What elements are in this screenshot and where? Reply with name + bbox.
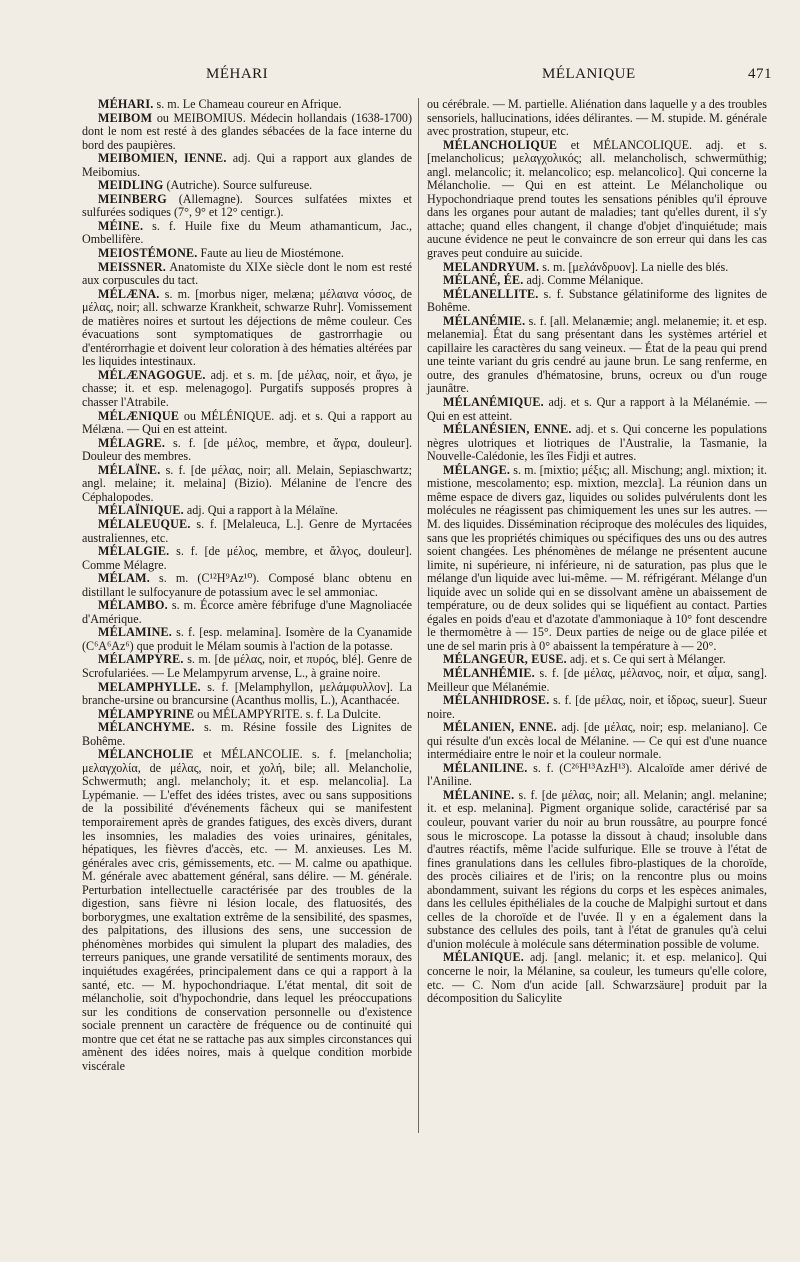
entry-headword: MÉLAÏNIQUE. xyxy=(98,503,184,518)
column-divider xyxy=(418,98,419,1133)
dictionary-entry xyxy=(82,653,412,680)
entry-text: ou MEIBOMIUS. Médecin hollandais (1638-1700) dont le nom est resté à des glandes sébacées de la face interne du bord des paupières. xyxy=(82,110,412,152)
entry-text: s. f. [Melaleuca, L.]. Genre de Myrtacées australiennes, etc. xyxy=(82,516,412,545)
dictionary-entry xyxy=(82,247,412,261)
entry-headword: MÉLALGIE. xyxy=(98,544,170,559)
dictionary-entry xyxy=(427,274,767,288)
entry-text: s. m. Le Chameau coureur en Afrique. xyxy=(153,97,342,111)
entry-text: s. m. (C¹²H⁹Az¹⁰). Composé blanc obtenu en distillant le sulfocyanure de potassium avec le sel ammoniac. xyxy=(82,571,412,599)
dictionary-entry xyxy=(427,98,767,139)
entry-text: adj. et s. Ce qui sert à Mélanger. xyxy=(566,652,726,667)
entry-text: ou MÉLÉNIQUE. adj. et s. Qui a rapport au Mélæna. — Qui en est atteint. xyxy=(82,408,412,437)
entry-text: s. f. [de μέλας, noir; all. Melain, Sepiaschwartz; angl. melaine; it. melaina] (Bizio). Mélanine de l'encre des Céphalopodes. xyxy=(82,462,412,504)
dictionary-entry xyxy=(82,410,412,437)
running-header xyxy=(80,66,770,88)
entry-text: s. f. [all. Melanæmie; angl. melanemie; it. et esp. melanemia]. État du sang présentant dans les systèmes artériel et capillaire les caractères du sang veineux. — État de la peau qui prend une teinte variant du gris cendré au jaune brun. Le sang renferme, en outre, des granules d'hématosine, bruns, ocreux ou d'un rouge jaunâtre. xyxy=(427,313,767,396)
entry-headword: MÉLANGE. xyxy=(443,462,511,477)
entry-text: s. f. [Melamphyllon, μελάμφυλλον]. La branche-ursine ou brancursine (Acanthus mollis, L.), Acanthacée. xyxy=(82,679,412,708)
dictionary-entry xyxy=(82,545,412,572)
entry-headword: MÉLÆNIQUE xyxy=(98,408,180,423)
entry-headword: MÉLANELLITE. xyxy=(443,286,539,301)
entry-text: s. m. [μελάνδρυον]. La nielle des blés. xyxy=(539,259,729,274)
entry-text: s. f. [esp. melamina]. Isomère de la Cyanamide (C⁶A⁶Az⁶) que produit le Mélam soumis à l'action de la potasse. xyxy=(82,625,412,653)
dictionary-entry xyxy=(427,789,767,952)
entry-headword: MÉLANHÉMIE. xyxy=(443,665,535,680)
entry-text: (Allemagne). Sources sulfatées mixtes et sulfurées sodiques (7°, 9° et 12° centigr.). xyxy=(82,191,412,220)
entry-text: Anatomiste du XIXe siècle dont le nom est resté aux corpuscules du tact. xyxy=(82,259,412,288)
entry-headword: MEISSNER. xyxy=(98,259,166,274)
entry-headword: MÉLAÏNE. xyxy=(98,462,161,477)
entry-headword: MEIOSTÉMONE. xyxy=(98,246,198,261)
dictionary-entry xyxy=(82,369,412,410)
entry-text: adj. [angl. melanic; it. et esp. melanico]. Qui concerne le noir, la Mélanine, sa couleur, les tumeurs qu'elle colore, etc. — C. Nom d'un acide [all. Schwarzsäure] produit par la décomposition du Salicylite xyxy=(427,950,767,1006)
entry-text: s. f. Huile fixe du Meum athamanticum, Jac., Ombellifère. xyxy=(82,218,412,247)
dictionary-entry xyxy=(82,112,412,153)
entry-text: s. m. [morbus niger, melæna; μέλαινα νόσος, de μέλας, noir; all. schwarze Krankheit, schwarze Ruhr]. Vomissement de matières noires et surtout les déjections de même couleur. Ces évacuations sont symptomatiques de gastrorrhagie ou d'entérorrhagie et doivent leur coloration à des hématies altérées par les liquides intestinaux. xyxy=(82,286,412,369)
entry-text: s. f. [de μέλος, membre, et ἄγρα, douleur]. Douleur des membres. xyxy=(82,435,412,464)
entry-headword: MÉLAMPYRINE xyxy=(98,706,195,721)
dictionary-entry xyxy=(427,762,767,789)
dictionary-entry xyxy=(427,288,767,315)
entry-text: adj. et s. Qur a rapport à la Mélanémie. — Qui en est atteint. xyxy=(427,395,767,423)
entry-text: s. f. [de μέλος, membre, et ἄλγος, douleur]. Comme Mélagre. xyxy=(82,544,412,572)
entry-headword: MÉLAMINE. xyxy=(98,625,173,640)
entry-text: s. f. (C²⁶H¹³AzH¹³). Alcaloïde amer dérivé de l'Aniline. xyxy=(427,760,767,789)
entry-text: et MÉLANCOLIQUE. adj. et s. [melancholicus; μελαγχολικός; all. melancholisch, schwermüthig; angl. melancolic; it. melancolico; esp. melancolico]. Qui concerne la Mélancholie. — Qui en est atteint. Le Mélancholique ou Hypochondriaque prend toutes les sensations pénibles qu'il éprouve dans les organes pour autant de maladies; tant qu'elles durent, il s'y attache; quand elles changent, il change d'objet d'inquiétude; mais aucune évidence ne peut le convaincre de son erreur qui dans les cas graves peut conduire au suicide. xyxy=(427,137,767,261)
entry-headword: MÉHARI. xyxy=(98,97,154,111)
dictionary-entry xyxy=(82,261,412,288)
dictionary-entry xyxy=(82,681,412,708)
entry-text: ou MÉLAMPYRITE. s. f. La Dulcite. xyxy=(194,706,382,721)
entry-text: et MÉLANCOLIE. s. f. [melancholia; μελαγχολία, de μέλας, noir, et χολή, bile; all. Melancholie, Schwermuth; angl. melancholy; it. et esp. melancolia]. La Lypémanie. — L'effet des idées tristes, avec ou sans suppositions de la possibilité d'événements fâcheux qui se manifestent temporairement après de grandes fatigues, des excès divers, durant les insomnies, les maladies des voies urinaires, génitales, hépatiques, les fièvres d'accès, etc. — M. anxieuses. Les M. générales avec cris, gémissements, etc. — M. calme ou apathique. M. générale avec abattement général, sans délire. — M. générale. Perturbation intellectuelle caractérisée par des troubles de la digestion, sans fièvre ni lésion locale, des flatuosités, des borborygmes, une exaltation extrême de la sensibilité, des spasmes, des palpitations, des illusions des sens, une succession de phénomènes morbides qui simulent la plupart des maladies, des terreurs paniques, une grande versatilité de sentiments moraux, des inquiétudes exagérées, principalement dans ce qui a rapport à la santé, etc. — M. hypochondriaque. L'état mental, dit soit de mélancholie, soit d'hypochondrie, dans lequel les préoccupations sur les conditions de conservation personnelle ou d'existence sociale prennent un caractère de fréquence ou de continuité qui montre que cet état ne se rattache pas aux simples circonstances qui amènent des idées noires, mais à quelque condition morbide viscérale xyxy=(82,747,412,1073)
dictionary-entry xyxy=(427,139,767,261)
dictionary-entry xyxy=(427,694,767,721)
entry-headword: MÉLÆNAGOGUE. xyxy=(98,367,206,382)
dictionary-entry xyxy=(82,518,412,545)
dictionary-entry xyxy=(82,748,412,1073)
entry-headword: MÉLANCHOLIE xyxy=(98,747,194,762)
dictionary-entry xyxy=(427,653,767,667)
dictionary-entry xyxy=(82,708,412,722)
dictionary-entry xyxy=(82,626,412,653)
entry-headword: MÉLANIEN, ENNE. xyxy=(443,720,557,735)
entry-text: s. m. [mixtio; μέξις; all. Mischung; angl. mixtion; it. mistione, mescolamento; esp. mixtion, mezcla]. La réunion dans un même espace de divers gaz, liquides ou solides pulvérulents dont les molécules ne réagissent pas chimiquement les unes sur les autres. — M. des liquides. Dissémination réciproque des molécules des liquides, sans que les propriétés chimiques ou spécifiques des uns ou des autres soient changées. Les phénomènes de mélange ne présentent aucune limite, ni supérieure, ni inférieure, ni de saturation, pas plus que le mélange d'un liquide avec lui-même. — M. réfrigérant. Mélange d'un liquide avec un solide qui en se dissolvant amène un abaissement de température, ou de deux solides qui se liquéfient au contact. Parties égales en poids d'eau et d'azotate d'ammoniaque à 10° font descendre le thermomètre à — 15°. Deux parties de neige ou de glace pilée et une de sel marin pris à 0° abaissent la température à — 20°. xyxy=(427,462,767,653)
entry-headword: MÉLALEUQUE. xyxy=(98,516,191,531)
entry-text: adj. Comme Mélanique. xyxy=(523,273,644,288)
entry-headword: MEIDLING xyxy=(98,178,164,193)
entry-text: s. f. [de μέλας, noir, et ἱδρως, sueur]. Sueur noire. xyxy=(427,693,767,721)
entry-headword: MÉLANÉSIEN, ENNE. xyxy=(443,422,572,437)
header-right-word: MÉLANIQUE xyxy=(542,66,636,82)
entry-headword: MÉLAGRE. xyxy=(98,435,166,450)
entry-headword: MÉLANIQUE. xyxy=(443,950,524,965)
entry-headword: MÉINE. xyxy=(98,218,144,233)
dictionary-entry xyxy=(82,504,412,518)
entry-headword: MÉLANCHOLIQUE xyxy=(443,137,558,152)
dictionary-entry xyxy=(427,721,767,762)
entry-headword: MÉLANÉMIQUE. xyxy=(443,395,544,410)
entry-text: s. f. Substance gélatiniforme des lignites de Bohême. xyxy=(427,286,767,315)
dictionary-entry xyxy=(82,599,412,626)
dictionary-entry xyxy=(427,396,767,423)
entry-text: adj. Qui a rapport aux glandes de Meibomius. xyxy=(82,151,413,179)
right-column xyxy=(427,98,767,1006)
dictionary-entry xyxy=(82,179,412,193)
entry-headword: MÉLAM. xyxy=(98,571,150,586)
dictionary-entry xyxy=(82,437,412,464)
dictionary-entry xyxy=(82,721,412,748)
entry-text: adj. Qui a rapport à la Mélaïne. xyxy=(183,503,338,518)
dictionary-entry xyxy=(427,667,767,694)
dictionary-entry xyxy=(82,193,412,220)
entry-text: Faute au lieu de Miostémone. xyxy=(197,246,344,261)
entry-text: s. m. [de μέλας, noir, et πυρός, blé]. Genre de Scrofulariées. — Le Melampyrum arvense, L., à graine noire. xyxy=(82,652,412,680)
entry-headword: MEINBERG xyxy=(98,191,167,206)
entry-headword: MÉLANCHYME. xyxy=(98,720,195,735)
entry-text: adj. [de μέλας, noir; esp. melaniano]. Ce qui résulte d'un excès local de Mélanine. — Ce qui est d'une nuance intermédiaire entre le noir et la couleur normale. xyxy=(427,720,767,762)
entry-headword: MÉLAMPYRE. xyxy=(98,652,184,667)
entry-headword: MEIBOMIEN, IENNE. xyxy=(98,151,227,166)
dictionary-entry xyxy=(427,423,767,464)
header-left-word: MÉHARI xyxy=(206,66,269,82)
dictionary-entry xyxy=(82,572,412,599)
page-number: 471 xyxy=(748,66,772,82)
entry-headword: MÉLANGEUR, EUSE. xyxy=(443,652,567,667)
entry-text: adj. et s. m. [de μέλας, noir, et ἄγω, je chasse; it. et esp. melenagogo]. Purgatifs supposés propres à chasser l'Atrabile. xyxy=(82,367,412,410)
entry-text: s. m. Résine fossile des Lignites de Bohême. xyxy=(82,720,412,748)
dictionary-entry xyxy=(427,261,767,275)
entry-headword: MÉLANÉ, ÉE. xyxy=(443,273,524,288)
entry-headword: MELAMPHYLLE. xyxy=(98,679,201,694)
entry-headword: MÉLÆNA. xyxy=(98,286,160,301)
entry-text: s. f. [de μέλας, noir; all. Melanin; angl. melanine; it. et esp. melanina]. Pigment organique solide, caractérisé par sa couleur, pouvant varier du noir au brun roussâtre, au pourpre foncé sous le microscope. La potasse la dissout à chaud; insoluble dans d'autres réactifs, même l'acide sulfurique. Elle se trouve à l'état de fines granulations dans les cellules fibro-plastiques de la choroïde, des procès ciliaires et de l'iris; on la rencontre plus ou moins abondamment, suivant les régions du corps et les espèces animales, dans les cellules épithéliales de la couche de Malpighi surtout et dans celles de la choroïde et de l'uvée. Il y en a également dans la substance des cellules des poils, tant à l'état de granules qu'à celui d'union molécule à molécule sans détermination possible de volume. xyxy=(427,787,767,951)
entry-text: (Autriche). Source sulfureuse. xyxy=(163,178,313,193)
dictionary-entry xyxy=(82,98,412,112)
dictionary-entry xyxy=(82,464,412,505)
entry-text: adj. et s. Qui concerne les populations nègres ulotriques et liotriques de l'Australie, la Tasmanie, la Nouvelle-Calédonie, les îles Fidji et autres. xyxy=(427,422,767,464)
dictionary-entry xyxy=(82,288,412,369)
entry-headword: MEIBOM xyxy=(98,110,153,125)
entry-headword: MÉLANINE. xyxy=(443,787,515,802)
entry-headword: MÉLANÉMIE. xyxy=(443,313,526,328)
dictionary-entry xyxy=(82,220,412,247)
dictionary-entry xyxy=(427,464,767,654)
entry-headword: MÉLANHIDROSE. xyxy=(443,693,550,708)
dictionary-entry xyxy=(427,951,767,1005)
entry-text: s. m. Écorce amère fébrifuge d'une Magnoliacée d'Amérique. xyxy=(82,598,412,626)
entry-text: s. f. [de μέλας, μέλανος, noir, et αἷμα, sang]. Meilleur que Mélanémie. xyxy=(427,665,767,694)
entry-headword: MÉLANILINE. xyxy=(443,760,528,775)
left-column xyxy=(82,98,412,1073)
entry-headword: MÉLAMBO. xyxy=(98,598,168,613)
dictionary-entry xyxy=(427,315,767,396)
entry-text: ou cérébrale. — M. partielle. Aliénation dans laquelle y a des troubles sensoriels, hallucinations, idées délirantes. — M. stupide. M. générale avec prostration, stupeur, etc. xyxy=(427,97,767,139)
entry-headword: MELANDRYUM. xyxy=(443,259,540,274)
dictionary-entry xyxy=(82,152,412,179)
